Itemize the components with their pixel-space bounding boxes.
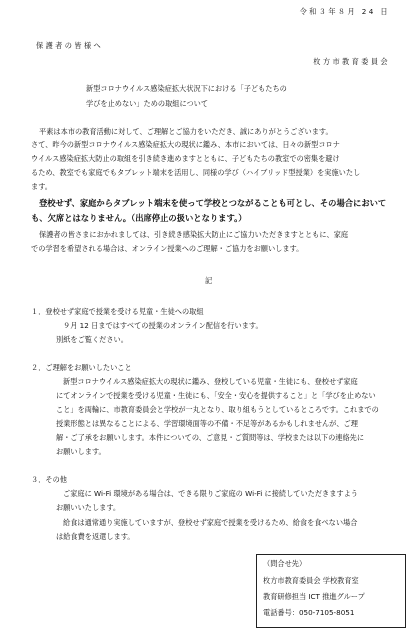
section-2-line-5: 解・ご了承をお願いします。本件についての、ご意見・ご質問等は、学校または以下の連絡先に	[56, 433, 365, 442]
section-1-line-2: 別紙をご覧ください。	[56, 335, 128, 344]
intro-paragraph-2-line-3: るため、教室でも家庭でもタブレット端末を活用し、同様の学び（ハイブリッド型授業）を実施いたし	[31, 168, 361, 177]
intro-paragraph-3-line-1: 保護者の皆さまにおかれましては、引き続き感染拡大防止にご協力いただきますとともに、家庭	[39, 230, 349, 239]
contact-box	[256, 554, 406, 628]
title-line-1: 新型コロナウイルス感染症拡大状況下における「子どもたちの	[86, 84, 287, 93]
intro-paragraph-2-line-4: ます。	[31, 182, 52, 191]
section-2-line-1: 新型コロナウイルス感染症拡大の現状に鑑み、登校している児童・生徒にも、登校せず家庭	[63, 377, 358, 386]
sender: 枚方市教育委員会	[313, 57, 390, 66]
intro-paragraph-2-line-1: さて、昨今の新型コロナウイルス感染症拡大の現状に鑑み、本市においては、日々の新型コロナ	[31, 140, 340, 149]
section-3-line-4: は給食費を返還します。	[56, 532, 135, 541]
section-1-line-1: ９月 12 日まではすべての授業のオンライン配信を行います。	[63, 321, 263, 330]
ki-heading: 記	[205, 276, 213, 285]
section-3-line-1: ご家庭に Wi-Fi 環境がある場合は、できる限りご家庭の Wi-Fi に接続していただきますよう	[63, 489, 358, 498]
contact-organization: 枚方市教育委員会 学校教育室	[263, 576, 359, 585]
section-3-line-2: お願いいたします。	[56, 503, 121, 512]
date: 令和３年８月 24 日	[299, 7, 390, 16]
contact-department: 教育研修担当 ICT 推進グループ	[263, 592, 365, 601]
contact-heading: （問合せ先）	[263, 559, 307, 568]
section-2-title: ２．ご理解をお願いしたいこと	[31, 363, 132, 372]
intro-paragraph-3-line-2: での学習を希望される場合は、オンライン授業へのご理解・ご協力をお願いします。	[31, 244, 304, 253]
section-2-line-3: こと」を両輪に、市教育委員会と学校が一丸となり、取り組もうとしているところです。これまでの	[56, 405, 379, 414]
contact-phone: 電話番号：050-7105-8051	[263, 608, 355, 617]
section-1-title: １．登校せず家庭で授業を受ける児童・生徒への取組	[31, 307, 204, 316]
title-line-2: 学びを止めない」ための取組について	[86, 99, 209, 108]
intro-paragraph-1: 平素は本市の教育活動に対して、ご理解とご協力をいただき、誠にありがとうございます。	[39, 127, 333, 136]
emphasis-line-1: 登校せず、家庭からタブレット端末を使って学校とつながることも可とし、その場合において	[39, 198, 387, 208]
intro-paragraph-2-line-2: ウイルス感染症拡大防止の取組を引き続き進めますとともに、子どもたちの教室での密集を避け	[31, 154, 340, 163]
addressee: 保護者の皆様へ	[36, 41, 104, 50]
section-2-line-4: 授業形態とは異なることによる、学習環境面等の不備・不足等があるかもしれませんが、ご理	[56, 419, 358, 428]
section-3-title: ３．その他	[31, 475, 67, 484]
emphasis-line-2: も、欠席とはなりません。（出席停止の扱いとなります。）	[31, 213, 247, 223]
section-2-line-2: にてオンラインで授業を受ける児童・生徒にも、「安全・安心を提供すること」と「学びを止めない	[56, 391, 376, 400]
section-3-line-3: 給食は通常通り実施していますが、登校せず家庭で授業を受けるため、給食を食べない場合	[63, 518, 358, 527]
section-2-line-6: お願いします。	[56, 447, 106, 456]
